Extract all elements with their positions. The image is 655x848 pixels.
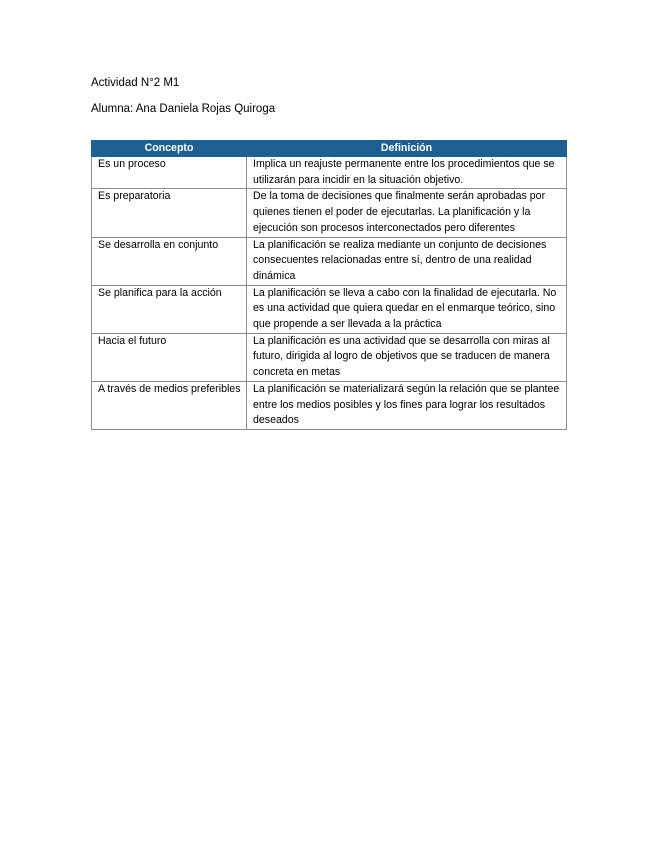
table-header-row: [92, 141, 567, 157]
definition-cell: La planificación es una actividad que se desarrolla con miras al futuro, dirigida al logro de objetivos que se traducen de manera concreta en metas: [247, 333, 567, 381]
column-header-definition: Definición: [247, 141, 567, 157]
student-name: Alumna: Ana Daniela Rojas Quiroga: [91, 103, 276, 115]
definition-cell: La planificación se realiza mediante un conjunto de decisiones consecuentes relacionadas entre sí, dentro de una realidad dinámica: [247, 237, 567, 285]
table-row: [92, 237, 567, 285]
definition-cell: Implica un reajuste permanente entre los procedimientos que se utilizarán para incidir en la situación objetivo.: [247, 157, 567, 189]
concept-cell: Se planifica para la acción: [92, 285, 247, 333]
concept-cell: Se desarrolla en conjunto: [92, 237, 247, 285]
table-row: [92, 333, 567, 381]
table-row: [92, 157, 567, 189]
table-row: [92, 285, 567, 333]
concept-cell: Es preparatoria: [92, 189, 247, 237]
column-header-concept: Concepto: [92, 141, 247, 157]
definition-cell: De la toma de decisiones que finalmente serán aprobadas por quienes tienen el poder de ejecutarlas. La planificación y la ejecución son procesos interconectados pero diferentes: [247, 189, 567, 237]
concept-cell: Hacia el futuro: [92, 333, 247, 381]
concept-cell: A través de medios preferibles: [92, 381, 247, 429]
activity-title: Actividad N°2 M1: [91, 77, 180, 89]
concept-definition-table: [91, 140, 567, 430]
table-row: [92, 381, 567, 429]
concept-cell: Es un proceso: [92, 157, 247, 189]
definition-cell: La planificación se lleva a cabo con la finalidad de ejecutarla. No es una actividad que quiera quedar en el enmarque teórico, sino que propende a ser llevada a la práctica: [247, 285, 567, 333]
table-row: [92, 189, 567, 237]
definition-cell: La planificación se materializará según la relación que se plantee entre los medios posibles y los fines para lograr los resultados deseados: [247, 381, 567, 429]
